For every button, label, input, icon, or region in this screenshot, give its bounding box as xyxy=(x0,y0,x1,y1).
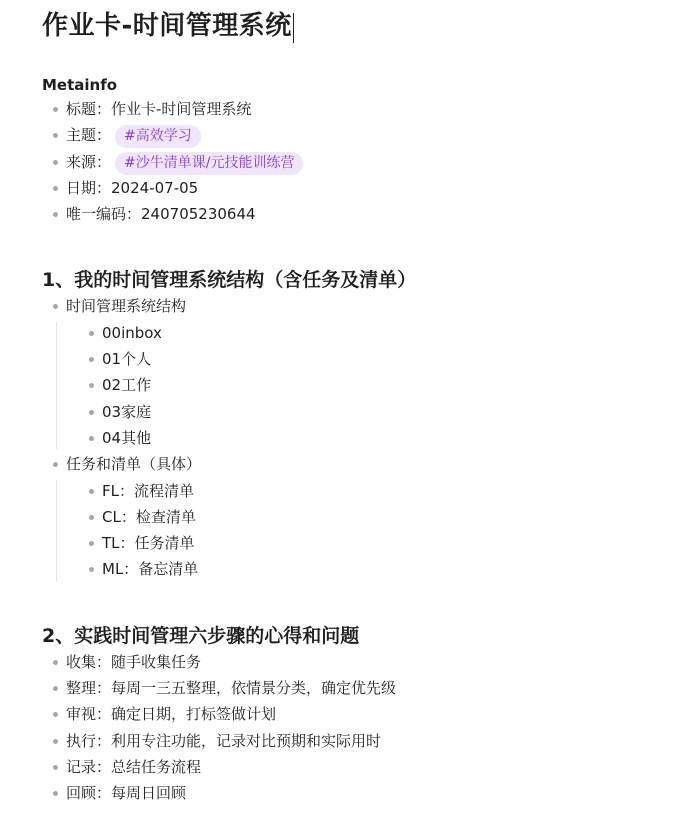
meta-value: 240705230644 xyxy=(141,205,256,224)
meta-key: 来源： xyxy=(66,152,112,171)
meta-key: 唯一编码： xyxy=(66,205,142,224)
outline-item[interactable]: 执行：利用专注功能，记录对比预期和实际用时 xyxy=(42,728,684,754)
source-tag[interactable]: #沙牛清单课/元技能训练营 xyxy=(115,152,303,175)
meta-key: 主题： xyxy=(66,126,112,145)
outline-item[interactable]: TL：任务清单 xyxy=(42,530,684,556)
section-1-heading[interactable]: 1、我的时间管理系统结构（含任务及清单） xyxy=(42,269,417,292)
nested-list xyxy=(42,320,684,451)
outline-item[interactable]: 审视：确定日期，打标签做计划 xyxy=(42,701,684,727)
metainfo-list xyxy=(42,96,684,227)
meta-title-item[interactable] xyxy=(42,96,684,122)
meta-value: 2024-07-05 xyxy=(111,178,199,197)
metainfo-heading: Metainfo xyxy=(42,76,118,94)
nested-list xyxy=(42,478,684,583)
meta-source-item[interactable] xyxy=(42,149,684,175)
topic-tag[interactable]: #高效学习 xyxy=(115,125,201,148)
outline-item[interactable]: 00inbox xyxy=(42,320,684,346)
outline-item[interactable]: 03家庭 xyxy=(42,399,684,425)
meta-topic-item[interactable] xyxy=(42,122,684,148)
meta-id-item[interactable] xyxy=(42,201,684,227)
section-1-list xyxy=(42,293,684,582)
outline-item[interactable]: 时间管理系统结构 xyxy=(42,293,684,319)
section-2-heading[interactable]: 2、实践时间管理六步骤的心得和问题 xyxy=(42,624,360,647)
title-block[interactable] xyxy=(42,6,684,46)
list-item xyxy=(42,451,684,582)
meta-date-item[interactable] xyxy=(42,175,684,201)
outline-item[interactable]: 整理：每周一三五整理，依情景分类，确定优先级 xyxy=(42,675,684,701)
list-item xyxy=(42,293,684,451)
meta-value: 作业卡-时间管理系统 xyxy=(111,100,252,118)
meta-key: 标题： xyxy=(66,100,112,118)
outline-item[interactable]: 记录：总结任务流程 xyxy=(42,754,684,780)
outline-item[interactable]: ML：备忘清单 xyxy=(42,556,684,582)
outline-item[interactable]: 02工作 xyxy=(42,372,684,398)
meta-key: 日期： xyxy=(66,178,112,197)
page-title[interactable]: 作业卡-时间管理系统 xyxy=(42,11,292,41)
outline-item[interactable]: FL：流程清单 xyxy=(42,478,684,504)
text-cursor xyxy=(293,13,294,43)
outline-item[interactable]: 01个人 xyxy=(42,346,684,372)
outline-item[interactable]: 收集：随手收集任务 xyxy=(42,649,684,675)
outline-item[interactable]: 04其他 xyxy=(42,425,684,451)
outline-item[interactable]: 回顾：每周日回顾 xyxy=(42,780,684,806)
outline-item[interactable]: CL：检查清单 xyxy=(42,504,684,530)
section-2-list xyxy=(42,649,684,807)
outline-item[interactable]: 任务和清单（具体） xyxy=(42,451,684,477)
